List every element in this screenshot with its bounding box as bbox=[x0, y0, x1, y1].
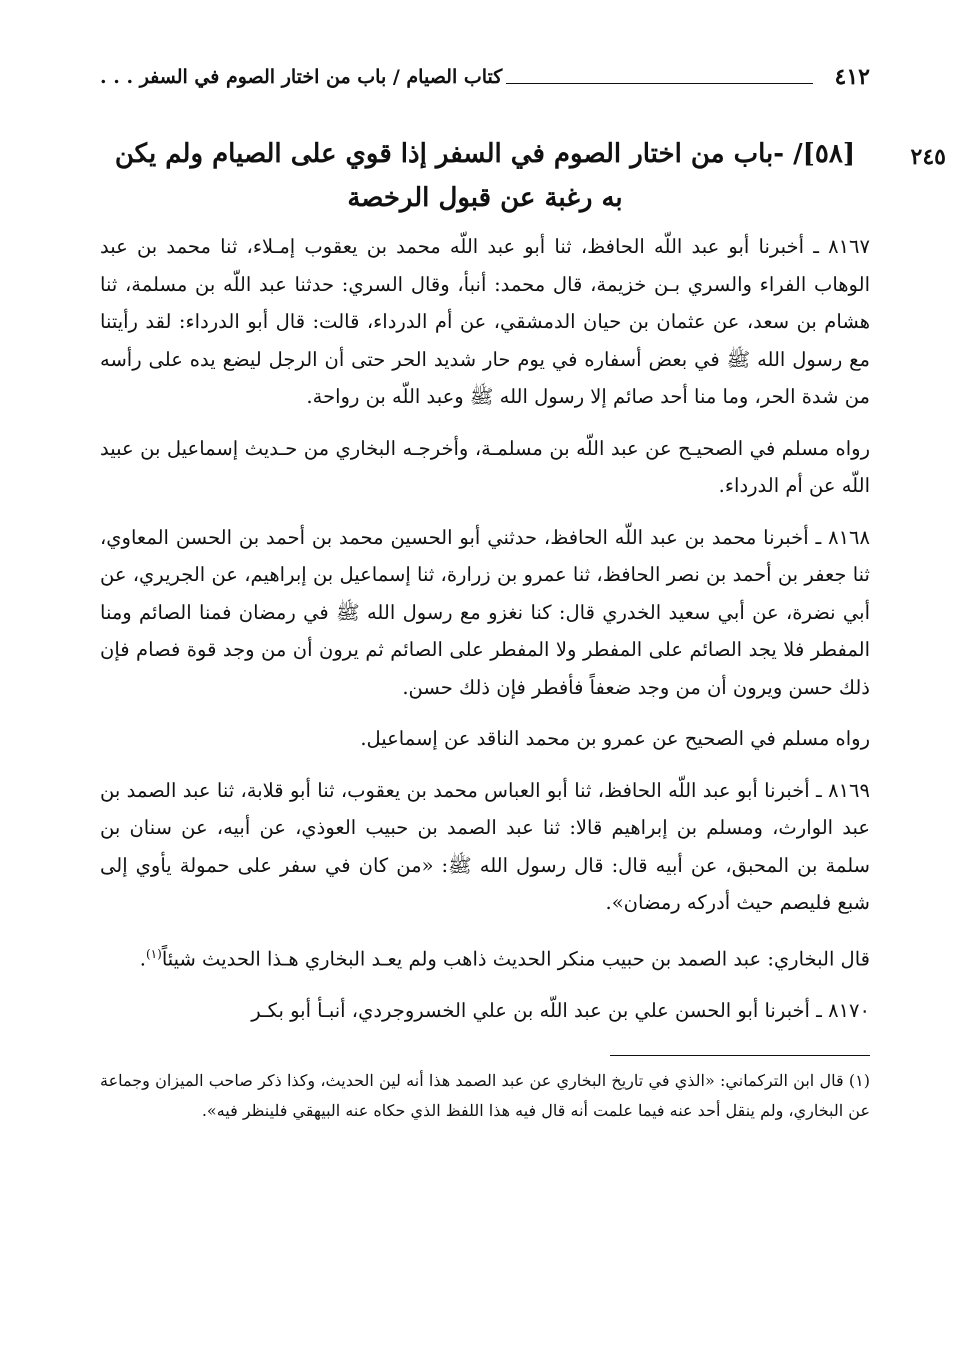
commentary-8169 bbox=[100, 936, 870, 978]
header-rule bbox=[506, 83, 812, 84]
footnote-marker: (١) bbox=[145, 946, 162, 961]
running-title: كتاب الصيام / باب من اختار الصوم في السفر . . . bbox=[100, 66, 503, 88]
footnote: (١) قال ابن التركماني: «الذي في تاريخ البخاري عن عبد الصمد هذا أنه لين الحديث، وكذا ذكر صاحب الميزان وجماعة عن البخاري، ولم ينقل أحد عنه فيما علمت أنه قال فيه هذا اللفظ الذي حكاه عنه البيهقي فلينظر فيه». bbox=[100, 1071, 870, 1120]
page-number: ٤١٢ bbox=[834, 64, 870, 90]
running-head bbox=[100, 58, 870, 92]
commentary-8169-text: قال البخاري: عبد الصمد بن حبيب منكر الحديث ذاهب ولم يعـد البخاري هـذا الحديث شيئاً bbox=[161, 947, 870, 970]
footnote-rule bbox=[610, 1055, 870, 1056]
chapter-title: [٥٨]/ -باب من اختار الصوم في السفر إذا قوي على الصيام ولم يكن به رغبة عن قبول الرخصة bbox=[114, 139, 856, 213]
commentary-8167: رواه مسلم في الصحيـح عن عبد اللّه بن مسلمـة، وأخرجـه البخاري من حـديث إسماعيل بن عبيد اللّه عن أم الدرداء. bbox=[100, 436, 870, 497]
hadith-8167: ٨١٦٧ ـ أخبرنا أبو عبد اللّه الحافظ، ثنا أبو عبد اللّه محمد بن يعقوب إمـلاء، ثنا محمد بن عبد الوهاب الفراء والسري بـن خزيمة، قال محمد: أنبأ، وقال السري: حدثنا عبد اللّه بن مسلمة، ثنا هشام بن سعد، عن عثمان بن حيان الدمشقي، عن أم الدرداء، قالت: قال أبو الدرداء: لقد رأيتنا مع رسول الله ﷺ في بعض أسفاره في يوم حار شديد الحر حتى أن الرجل ليضع يده على رأسه من شدة الحر، وما منا أحد صائم إلا رسول الله ﷺ وعبد اللّه بن رواحة. bbox=[100, 235, 870, 408]
hadith-8170: ٨١٧٠ ـ أخبرنا أبو الحسن علي بن عبد اللّه بن علي الخسروجردي، أنبـأ أبو بكـر bbox=[251, 998, 870, 1022]
running-title-wrap bbox=[100, 62, 823, 92]
hadith-8168: ٨١٦٨ ـ أخبرنا محمد بن عبد اللّه الحافظ، حدثني أبو الحسين محمد بن أحمد بن الحسن المعاوي، ثنا جعفر بن أحمد بن نصر الحافظ، ثنا عمرو بن زرارة، ثنا إسماعيل بن إبراهيم، عن الجريري، عن أبي نضرة، عن أبي سعيد الخدري قال: كنا نغزو مع رسول الله ﷺ في رمضان فمنا الصائم ومنا المفطر فلا يجد الصائم على المفطر ولا المفطر على الصائم ثم يرون أن من وجد قوة فصام فإن ذلك حسن ويرون أن من وجد ضعفاً فأفطر فإن ذلك حسن. bbox=[100, 525, 870, 699]
page bbox=[100, 58, 946, 1318]
commentary-8169-end: . bbox=[139, 947, 146, 970]
commentary-8168: رواه مسلم في الصحيح عن عمرو بن محمد الناقد عن إسماعيل. bbox=[360, 727, 870, 750]
hadith-8169: ٨١٦٩ ـ أخبرنا أبو عبد اللّه الحافظ، ثنا أبو العباس محمد بن يعقوب، ثنا أبو قلابة، ثنا عبد الصمد بن عبد الوارث، ومسلم بن إبراهيم قالا: ثنا عبد الصمد بن حبيب العوذي، عن أبيه، عن سنان بن سلمة بن المحبق، عن أبيه قال: قال رسول الله ﷺ: «من كان في سفر على حمولة يأوي إلى شبع فليصم حيث أدركه رمضان». bbox=[100, 778, 870, 914]
section-number: ٢٤٥ bbox=[910, 144, 946, 170]
